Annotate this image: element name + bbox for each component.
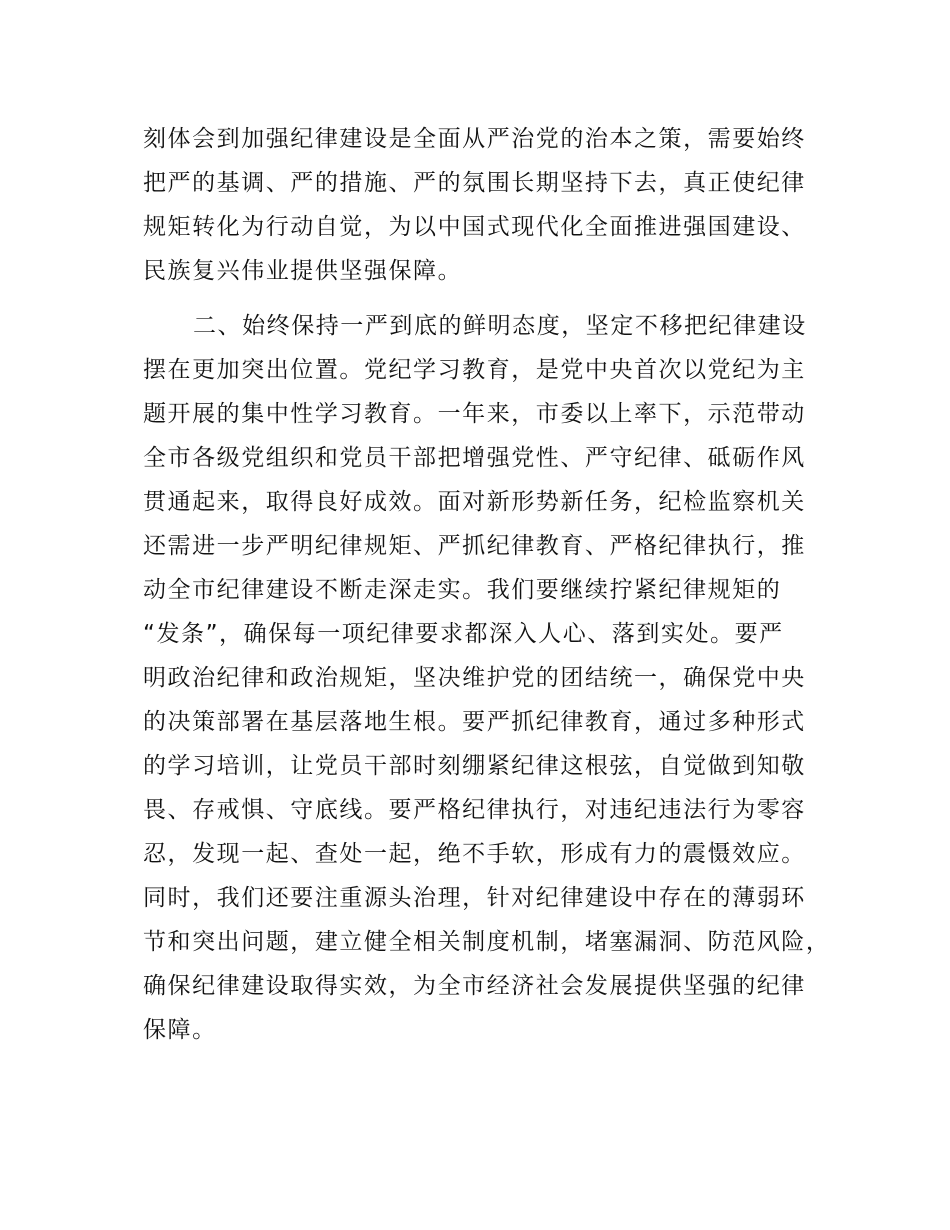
text-line: 畏、存戒惧、守底线。要严格纪律执行，对违纪违法行为零容 bbox=[143, 797, 806, 823]
text-line: 确保纪律建设取得实效，为全市经济社会发展提供坚强的纪律 bbox=[143, 973, 806, 999]
text-line: 题开展的集中性学习教育。一年来，市委以上率下，示范带动 bbox=[143, 401, 806, 427]
text-line: 明政治纪律和政治规矩，坚决维护党的团结统一，确保党中央 bbox=[143, 665, 806, 691]
paragraph-continuation bbox=[143, 117, 843, 293]
paragraph-section-two bbox=[143, 304, 843, 1052]
text-line: 的决策部署在基层落地生根。要严抓纪律教育，通过多种形式 bbox=[143, 709, 806, 735]
text-line: 还需进一步严明纪律规矩、严抓纪律教育、严格纪律执行，推 bbox=[143, 533, 806, 559]
text-line: 全市各级党组织和党员干部把增强党性、严守纪律、砥砺作风 bbox=[143, 445, 806, 471]
text-line: 保障。 bbox=[143, 1017, 217, 1043]
text-line: 同时，我们还要注重源头治理，针对纪律建设中存在的薄弱环 bbox=[143, 885, 806, 911]
text-line: 规矩转化为行动自觉，为以中国式现代化全面推进强国建设、 bbox=[143, 214, 806, 240]
text-line: 贯通起来，取得良好成效。面对新形势新任务，纪检监察机关 bbox=[143, 489, 806, 515]
section-heading-line: 二、始终保持一严到底的鲜明态度，坚定不移把纪律建设 bbox=[193, 313, 807, 339]
text-line: 刻体会到加强纪律建设是全面从严治党的治本之策，需要始终 bbox=[143, 126, 806, 152]
text-line: 民族复兴伟业提供坚强保障。 bbox=[143, 258, 463, 284]
text-line: “发条”，确保每一项纪律要求都深入人心、落到实处。要严 bbox=[143, 621, 784, 647]
text-line: 节和突出问题，建立健全相关制度机制，堵塞漏洞、防范风险， bbox=[143, 929, 831, 955]
text-line: 动全市纪律建设不断走深走实。我们要继续拧紧纪律规矩的 bbox=[143, 577, 782, 603]
text-line: 忍，发现一起、查处一起，绝不手软，形成有力的震慑效应。 bbox=[143, 841, 806, 867]
text-line: 把严的基调、严的措施、严的氛围长期坚持下去，真正使纪律 bbox=[143, 170, 806, 196]
text-line: 摆在更加突出位置。党纪学习教育，是党中央首次以党纪为主 bbox=[143, 357, 806, 383]
text-line: 的学习培训，让党员干部时刻绷紧纪律这根弦，自觉做到知敬 bbox=[143, 753, 806, 779]
